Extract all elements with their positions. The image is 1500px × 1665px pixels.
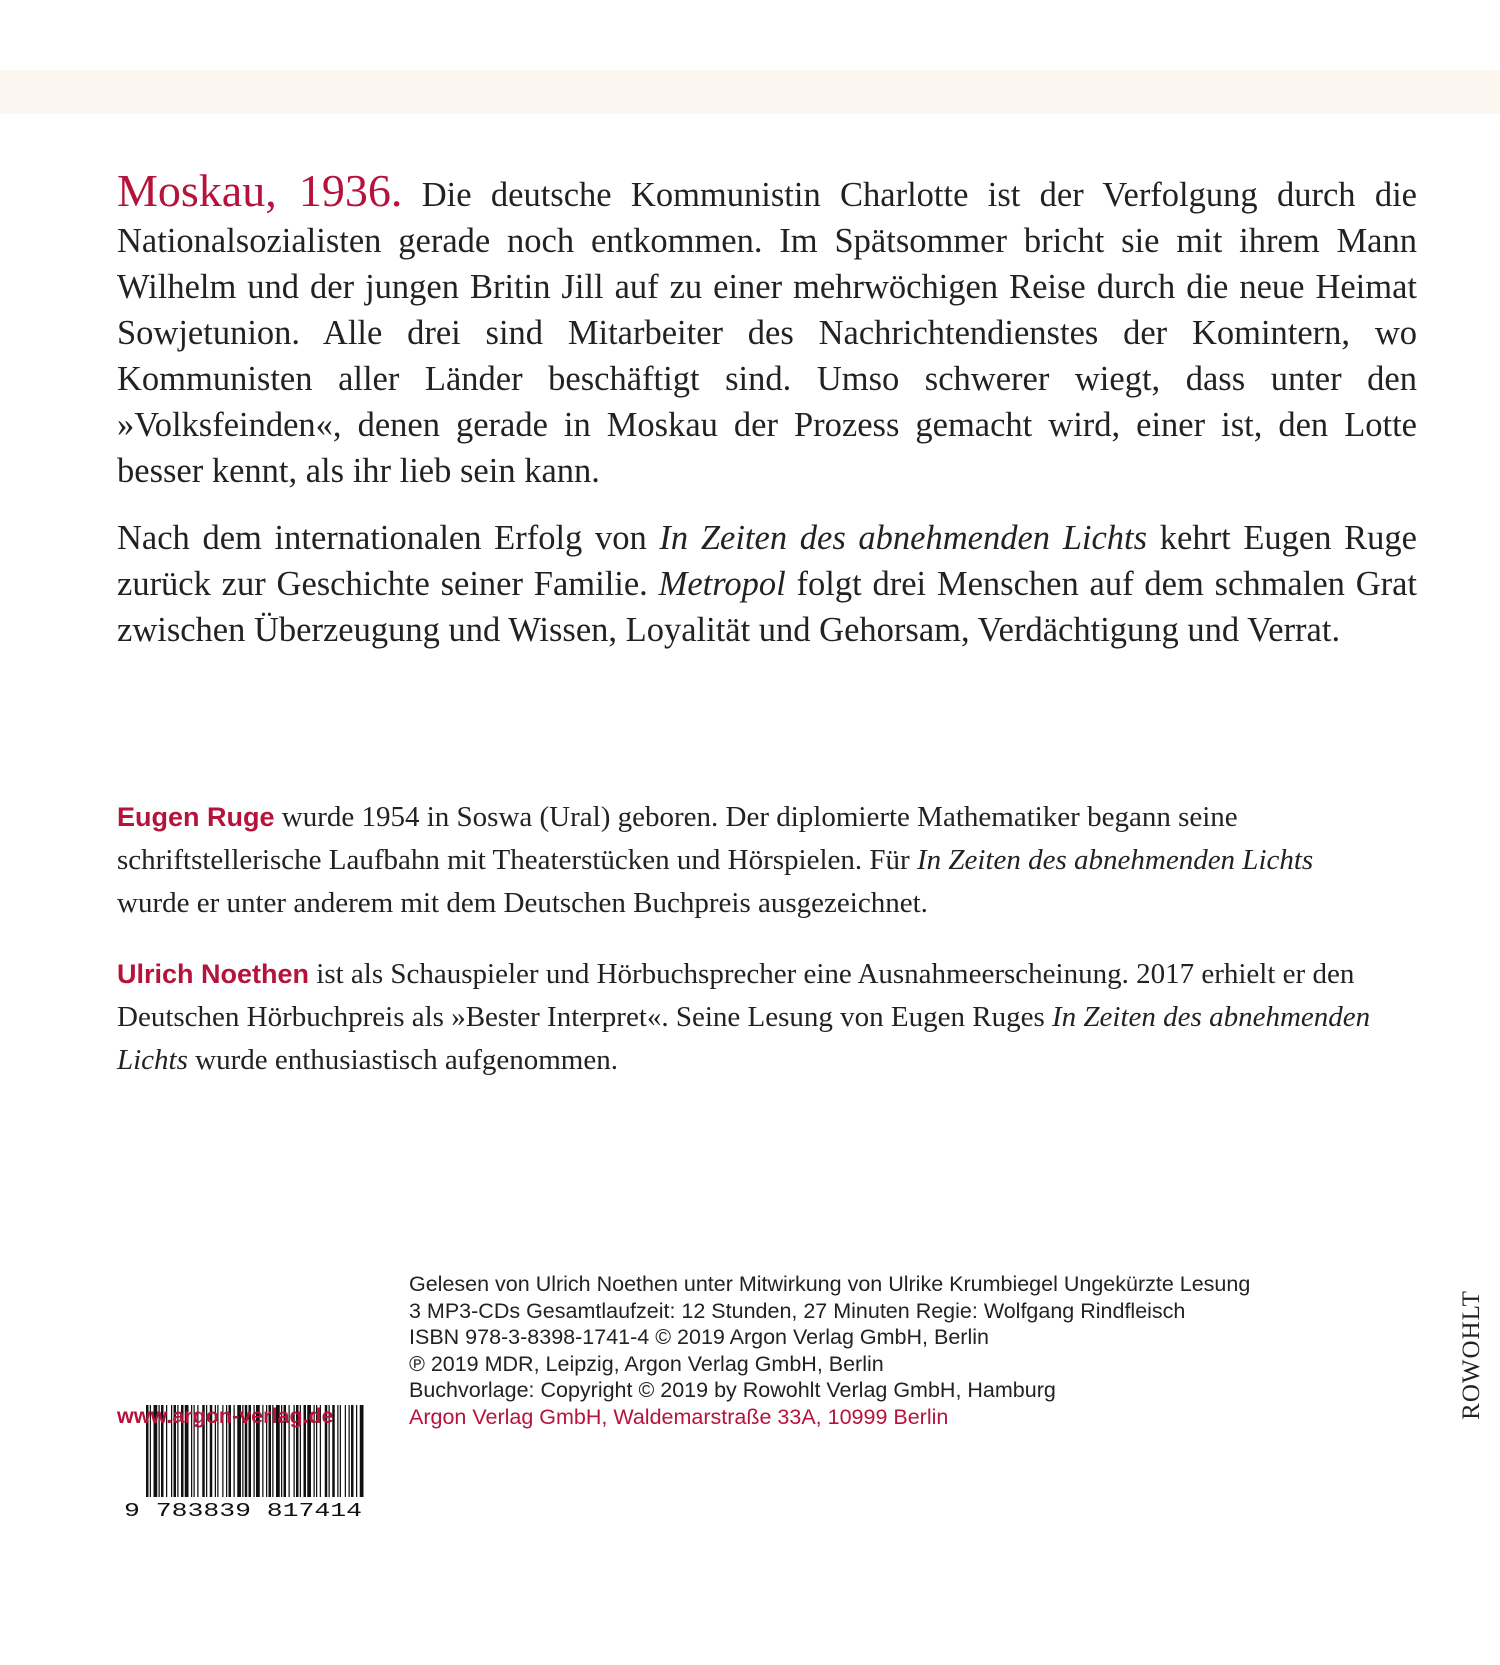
top-color-band <box>0 70 1500 114</box>
author-bio-text-2: wurde er unter anderem mit dem Deutschen Buchpreis ausgezeichnet. <box>117 887 928 919</box>
info-line-copyright: Buchvorlage: Copyright © 2019 by Rowohlt Verlag GmbH, Hamburg <box>409 1378 1056 1402</box>
barcode-digits: 9 783839 817414 <box>124 1500 362 1522</box>
info-line-phonogram: ℗ 2019 MDR, Leipzig, Argon Verlag GmbH, Berlin <box>409 1351 884 1376</box>
context-text-3: folgt drei Menschen auf dem schmalen Grat zwischen Überzeugung und Wissen, Loyalität und Gehorsam, Verdächtigung und Verrat. <box>117 565 1417 649</box>
synopsis-text: Die deutsche Kommunistin Charlotte ist der Verfolgung durch die Nationalsozialisten gerade noch entkommen. Im Spätsommer bricht sie mit ihrem Mann Wilhelm und der jungen Britin Jill auf zu einer mehrwöchigen Reise durch die neue Heimat Sowjetunion. Alle drei sind Mitarbeiter des Nachrichtendienstes der Komintern, wo Kommunisten aller Länder beschäftigt sind. Umso schwerer wiegt, dass unter den »Volksfeinden«, denen gerade in Moskau der Prozess gemacht wird, einer ist, den Lotte besser kennt, als ihr lieb sein kann. <box>117 176 1417 490</box>
context-book-title: In Zeiten des abnehmenden Lichts <box>659 519 1148 557</box>
context-paragraph <box>117 515 1417 653</box>
barcode-bar <box>340 1405 341 1497</box>
website-link[interactable]: www.argon-verlag.de <box>117 1404 334 1428</box>
barcode-bar <box>345 1405 346 1497</box>
production-info <box>409 1271 1409 1430</box>
author-bio-book-title: In Zeiten des abnehmenden Lichts <box>916 844 1314 876</box>
narrator-bio <box>117 953 1377 1082</box>
synopsis-paragraph <box>117 165 1417 494</box>
info-line-format: 3 MP3-CDs Gesamtlaufzeit: 12 Stunden, 27 Minuten Regie: Wolfgang Rindfleisch <box>409 1298 1186 1323</box>
author-bio-text-1: wurde 1954 in Soswa (Ural) geboren. Der diplomierte Mathematiker begann seine schriftstellerische Laufbahn mit Theaterstücken und Hörspielen. Für <box>117 801 1238 876</box>
barcode-bar <box>351 1405 354 1497</box>
rowohlt-logo <box>1452 1270 1492 1440</box>
narrator-bio-book-title: In Zeiten des abnehmenden Lichts <box>117 1001 1371 1076</box>
context-text-1: Nach dem internationalen Erfolg von <box>117 519 660 557</box>
synopsis-lead: Moskau, 1936. <box>117 165 403 216</box>
barcode-bar <box>360 1405 364 1497</box>
context-text-2: kehrt Eugen Ruge zurück zur Geschichte seiner Familie. <box>117 519 1417 603</box>
barcode-bar <box>337 1405 338 1497</box>
info-line-isbn: ISBN 978-3-8398-1741-4 © 2019 Argon Verlag GmbH, Berlin <box>409 1325 989 1349</box>
barcode-bar <box>356 1405 357 1497</box>
publisher-address: Argon Verlag GmbH, Waldemarstraße 33A, 10999 Berlin <box>409 1404 949 1429</box>
narrator-bio-text-1: ist als Schauspieler und Hörbuchsprecher eine Ausnahmeerscheinung. 2017 erhielt er den Deutschen Hörbuchpreis als »Bester Interpret«. Seine Lesung von Eugen Ruges <box>117 958 1355 1033</box>
narrator-bio-text-2: wurde enthusiastisch aufgenommen. <box>187 1044 618 1076</box>
barcode <box>118 1275 368 1665</box>
context-metropol-title: Metropol <box>658 565 786 603</box>
rowohlt-logo-text: ROWOHLT <box>1458 1290 1485 1420</box>
narrator-name: Ulrich Noethen <box>117 959 310 989</box>
info-line-narration: Gelesen von Ulrich Noethen unter Mitwirkung von Ulrike Krumbiegel Ungekürzte Lesung <box>409 1272 1251 1296</box>
author-bio <box>117 796 1377 925</box>
author-name: Eugen Ruge <box>117 802 275 832</box>
barcode-bar <box>349 1405 350 1497</box>
